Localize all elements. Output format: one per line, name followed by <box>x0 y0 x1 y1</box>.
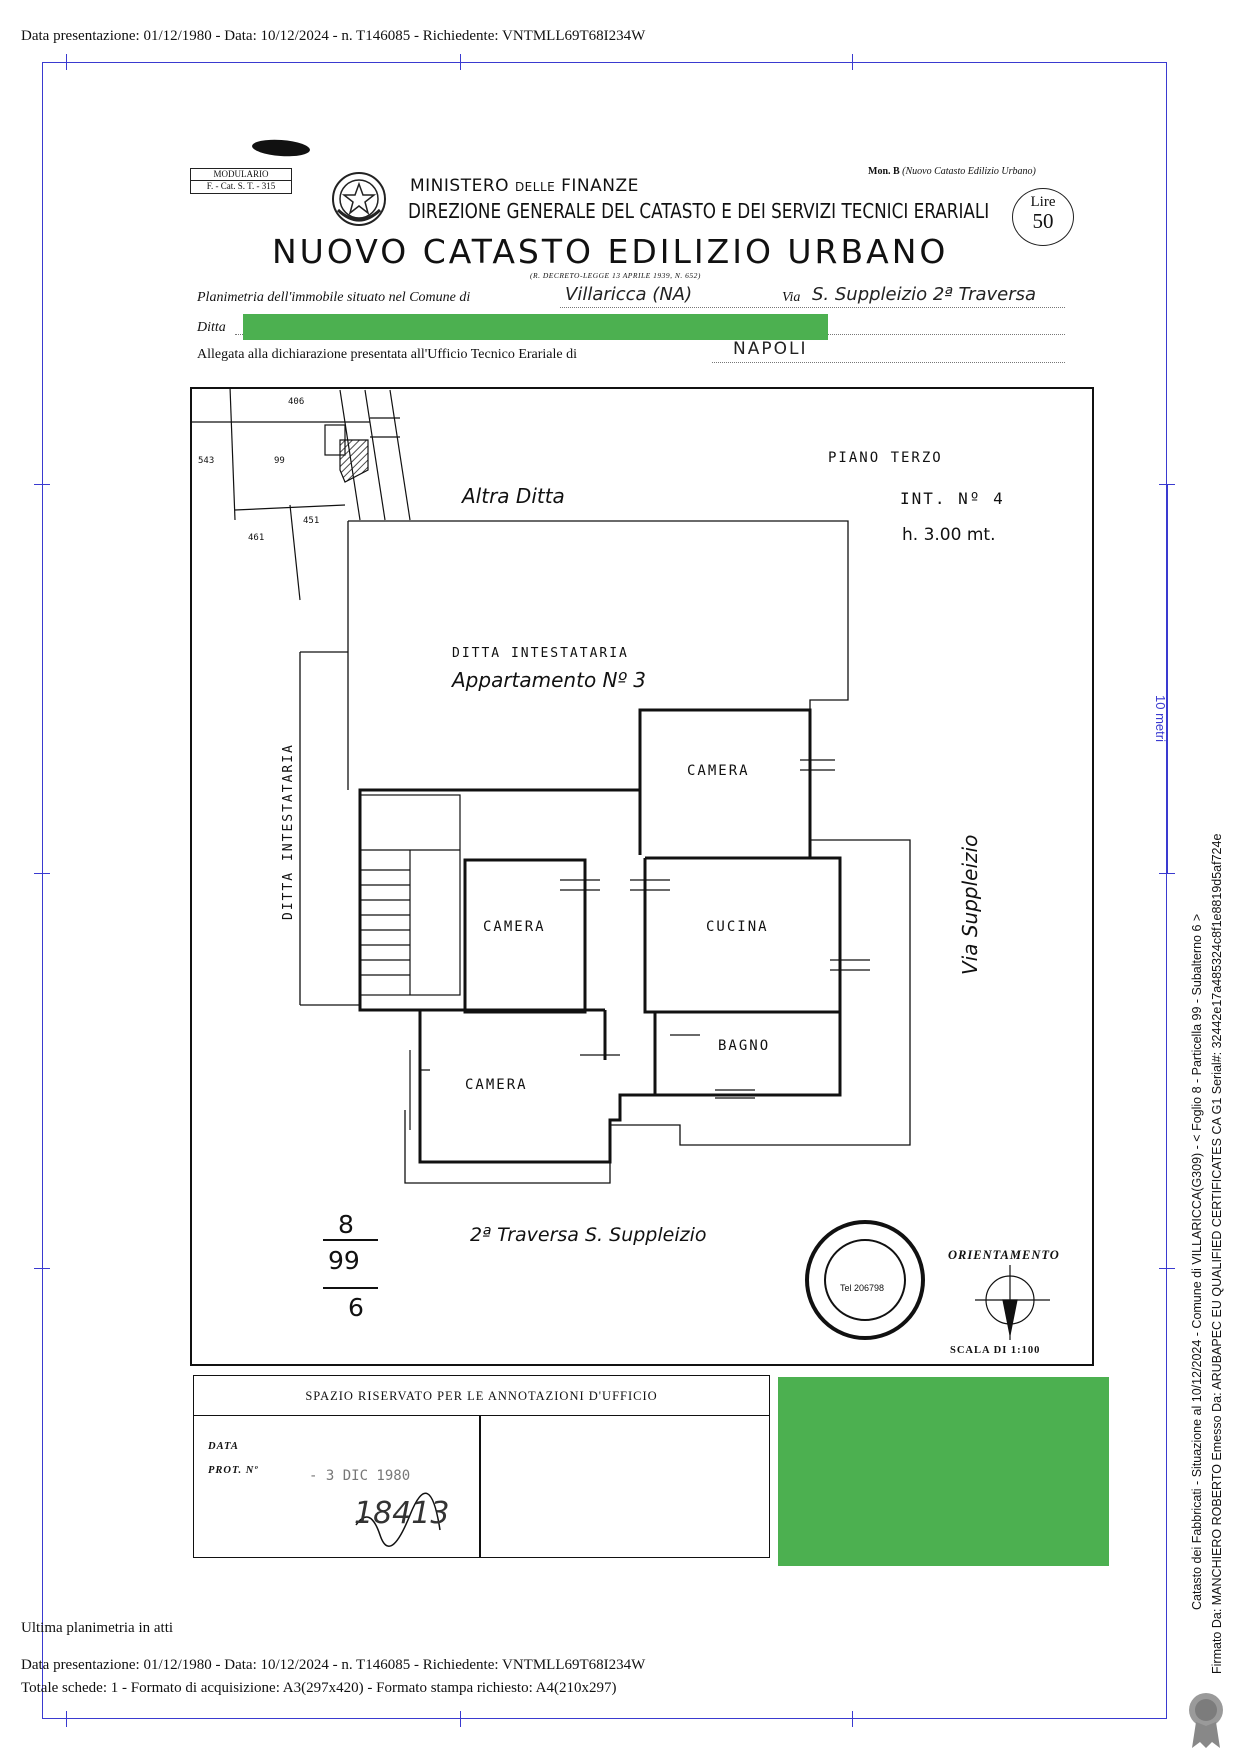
appartamento-label: Appartamento Nº 3 <box>452 668 647 692</box>
altra-ditta-label: Altra Ditta <box>462 484 565 508</box>
prot-label: PROT. Nº <box>208 1465 259 1476</box>
decreto-note: (R. DECRETO-LEGGE 13 APRILE 1939, N. 652) <box>530 271 701 280</box>
interno-label: INT. Nº 4 <box>900 489 1005 508</box>
fraction-particella: 99 <box>328 1246 360 1275</box>
allegata-label: Allegata alla dichiarazione presentata all'Ufficio Tecnico Erariale di <box>197 347 578 362</box>
via-vertical-label: Via Suppleizio <box>958 834 982 975</box>
stamp-date: - 3 DIC 1980 <box>309 1468 411 1484</box>
side-catasto-line: Catasto dei Fabbricati - Situazione al 10/12/2024 - Comune di VILLARICCA(G309) - < Foglio 8 - Particella 99 - Subalterno 6 > <box>1190 913 1204 1610</box>
data-label: DATA <box>208 1441 239 1452</box>
particella-number: 99 <box>274 456 285 466</box>
annotations-divider <box>479 1416 481 1558</box>
room-label-camera: CAMERA <box>465 1077 528 1093</box>
room-label-bagno: BAGNO <box>718 1038 771 1054</box>
redacted-block <box>778 1377 1109 1566</box>
side-signature-line: Firmato Da: MANCHIERO ROBERTO Emesso Da: ARUBAPEC EU QUALIFIED CERTIFICATES CA G1 Serial#: 32442e17a485324c8f1e8819d5af724e <box>1210 833 1224 1674</box>
height-label: h. 3.00 mt. <box>902 525 996 545</box>
ministero-delle: DELLE <box>514 180 556 194</box>
ditta-label: Ditta <box>197 320 226 335</box>
fraction-subalterno: 6 <box>348 1293 364 1322</box>
footer-format-line: Totale schede: 1 - Formato di acquisizione: A3(297x420) - Formato stampa richiesto: A4(210x297) <box>21 1680 617 1696</box>
mon-b-note: (Nuovo Catasto Edilizio Urbano) <box>902 166 1036 177</box>
footer-ultima: Ultima planimetria in atti <box>21 1620 174 1636</box>
direzione-title: DIREZIONE GENERALE DEL CATASTO E DEI SERVIZI TECNICI ERARIALI <box>408 199 990 223</box>
annotations-title: SPAZIO RISERVATO PER LE ANNOTAZIONI D'UFFICIO <box>194 1376 769 1416</box>
ministero-word: MINISTERO <box>410 176 510 196</box>
fraction-foglio: 8 <box>338 1210 354 1239</box>
via-label: Via <box>782 290 801 305</box>
lire-label: Lire <box>1030 194 1056 210</box>
room-label-camera: CAMERA <box>687 763 750 779</box>
protocol-number: 18413 <box>354 1496 450 1531</box>
orientamento-label: ORIENTAMENTO <box>948 1248 1060 1262</box>
via-value: S. Suppleizio 2ª Traversa <box>812 284 1037 305</box>
particella-number: 451 <box>303 516 320 526</box>
modulario-code: F. - Cat. S. T. - 315 <box>191 180 291 192</box>
room-label-cucina: CUCINA <box>706 919 769 935</box>
particella-number: 406 <box>288 397 305 407</box>
ufficio-value: NAPOLI <box>733 339 808 359</box>
ditta-vertical-label: DITTA INTESTATARIA <box>281 743 296 920</box>
header-request-line: Data presentazione: 01/12/1980 - Data: 10/12/2024 - n. T146085 - Richiedente: VNTMLL69T68I234W <box>21 28 646 44</box>
particella-number: 543 <box>198 456 215 466</box>
room-label-camera: CAMERA <box>483 919 546 935</box>
stamp-text: Tel 206798 <box>840 1283 885 1293</box>
ditta-intestataria-label: DITTA INTESTATARIA <box>452 646 629 661</box>
modulario-label: MODULARIO <box>213 169 269 179</box>
scala-label: SCALA DI 1:100 <box>950 1345 1041 1356</box>
traversa-label: 2ª Traversa S. Suppleizio <box>470 1224 707 1246</box>
footer-request-line: Data presentazione: 01/12/1980 - Data: 10/12/2024 - n. T146085 - Richiedente: VNTMLL69T68I234W <box>21 1657 646 1673</box>
floor-label: PIANO TERZO <box>828 450 943 466</box>
annotations-box <box>193 1375 770 1558</box>
ministero-finanze: FINANZE <box>561 176 639 196</box>
particella-number: 461 <box>248 533 265 543</box>
mon-b-code: Mon. B <box>868 166 900 177</box>
comune-value: Villaricca (NA) <box>565 284 693 305</box>
seal-badge-icon <box>1186 1690 1226 1750</box>
lire-value: 50 <box>1032 209 1054 233</box>
nceu-title: NUOVO CATASTO EDILIZIO URBANO <box>272 232 949 271</box>
scale-note: 10 metri <box>1153 695 1168 742</box>
planimetria-label: Planimetria dell'immobile situato nel Comune di <box>197 290 471 305</box>
